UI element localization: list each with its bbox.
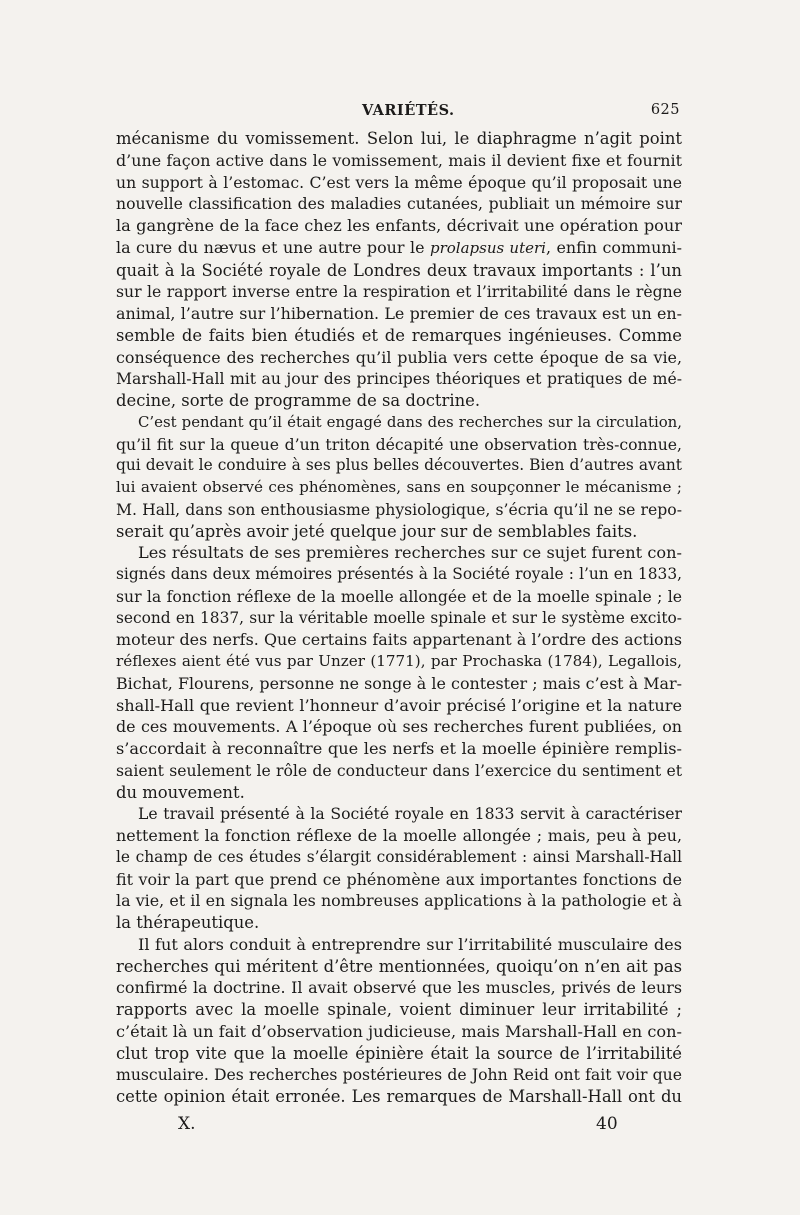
text-line-with-italic [116, 237, 682, 260]
page-footer [116, 1114, 682, 1144]
paragraph [116, 128, 682, 412]
text-line: sur la fonction réflexe de la moelle allongée et de la moelle spinale ; le [116, 586, 682, 606]
signature-mark: X. [178, 1113, 196, 1134]
paragraph [116, 412, 682, 543]
text-line: du mouvement. [116, 782, 245, 802]
text-line: second en 1837, sur la véritable moelle spinale et sur le système excito- [116, 608, 682, 627]
paragraph [116, 934, 682, 1108]
text-line: shall-Hall que revient l’honneur d’avoir précisé l’origine et la nature [116, 695, 682, 715]
text-line: musculaire. Des recherches postérieures de John Reid ont fait voir que [116, 1065, 682, 1085]
text-line: animal, l’autre sur l’hibernation. Le premier de ces travaux est un en- [116, 304, 682, 323]
text-line: Marshall-Hall mit au jour des principes théoriques et pratiques de mé- [116, 369, 682, 389]
text-line: confirmé la doctrine. Il avait observé que les muscles, privés de leurs [116, 978, 682, 998]
running-title: VARIÉTÉS. [362, 102, 455, 119]
text-line: la thérapeutique. [116, 913, 260, 932]
text-line: quait à la Société royale de Londres deux travaux importants : l’un [116, 260, 682, 280]
text-line: signés dans deux mémoires présentés à la Société royale : l’un en 1833, [116, 565, 682, 583]
text-line: la gangrène de la face chez les enfants, décrivait une opération pour [116, 216, 682, 235]
text-line: clut trop vite que la moelle épinière était la source de l’irritabilité [116, 1043, 682, 1063]
text-fragment: la cure du nævus et une autre pour le [116, 237, 430, 257]
text-line: semble de faits bien étudiés et de remarques ingénieuses. Comme [116, 325, 682, 345]
text-line: le champ de ces études s’élargit considérablement : ainsi Marshall-Hall [116, 847, 682, 866]
text-line: un support à l’estomac. C’est vers la même époque qu’il proposait une [116, 172, 682, 192]
text-line: réflexes aient été vus par Unzer (1771), par Prochaska (1784), Legallois, [116, 652, 682, 670]
text-line: nettement la fonction réflexe de la moelle allongée ; mais, peu à peu, [116, 826, 682, 845]
text-line: Il fut alors conduit à entreprendre sur l’irritabilité musculaire des [138, 934, 682, 954]
text-line: s’accordait à reconnaître que les nerfs et la moelle épinière remplis- [116, 739, 682, 758]
page [116, 102, 682, 1144]
running-head [116, 102, 682, 128]
paragraph [116, 803, 682, 934]
italic-term: prolapsus uteri [429, 238, 546, 257]
text-line: conséquence des recherches qu’il publia vers cette époque de sa vie, [116, 347, 682, 367]
text-line: M. Hall, dans son enthousiasme physiologique, s’écria qu’il ne se repo- [116, 499, 682, 519]
text-line: qu’il fit sur la queue d’un triton décapité une observation très-connue, [116, 434, 682, 454]
text-line: Le travail présenté à la Société royale en 1833 servit à caractériser [138, 804, 682, 824]
text-line: recherches qui méritent d’être mentionnées, quoiqu’on n’en ait pas [116, 956, 682, 976]
text-line: serait qu’après avoir jeté quelque jour sur de semblables faits. [116, 521, 638, 541]
text-line: c’était là un fait d’observation judicieuse, mais Marshall-Hall en con- [116, 1021, 682, 1041]
text-line: la vie, et il en signala les nombreuses applications à la pathologie et à [116, 891, 682, 911]
text-line: sur le rapport inverse entre la respiration et l’irritabilité dans le règne [116, 282, 682, 302]
page-number: 625 [650, 102, 680, 118]
text-line: moteur des nerfs. Que certains faits appartenant à l’ordre des actions [116, 630, 682, 650]
body-text [116, 128, 682, 1108]
text-line: decine, sorte de programme de sa doctrine. [116, 391, 481, 410]
text-line: C’est pendant qu’il était engagé dans des recherches sur la circulation, [138, 412, 682, 431]
text-line: nouvelle classification des maladies cutanées, publiait un mémoire sur [116, 194, 682, 214]
text-line: Bichat, Flourens, personne ne songe à le contester ; mais c’est à Mar- [116, 673, 682, 693]
text-line: de ces mouvements. A l’époque où ses recherches furent publiées, on [116, 717, 682, 737]
text-line: saient seulement le rôle de conducteur dans l’exercice du sentiment et [116, 760, 682, 780]
text-line: mécanisme du vomissement. Selon lui, le diaphragme n’agit point [116, 129, 682, 148]
text-line: cette opinion était erronée. Les remarques de Marshall-Hall ont du [116, 1087, 682, 1106]
paragraph [116, 542, 682, 803]
text-line: lui avaient observé ces phénomènes, sans en soupçonner le mécanisme ; [116, 478, 682, 496]
text-line: d’une façon active dans le vomissement, mais il devient fixe et fournit [116, 150, 682, 170]
text-fragment: , enfin communi- [545, 237, 683, 257]
text-line: Les résultats de ses premières recherches sur ce sujet furent con- [138, 543, 682, 563]
text-line: fit voir la part que prend ce phénomène aux importantes fonctions de [116, 869, 682, 889]
text-line: rapports avec la moelle spinale, voient diminuer leur irritabilité ; [116, 1000, 682, 1019]
sheet-number: 40 [596, 1113, 618, 1134]
text-line: qui devait le conduire à ses plus belles découvertes. Bien d’autres avant [116, 456, 682, 475]
